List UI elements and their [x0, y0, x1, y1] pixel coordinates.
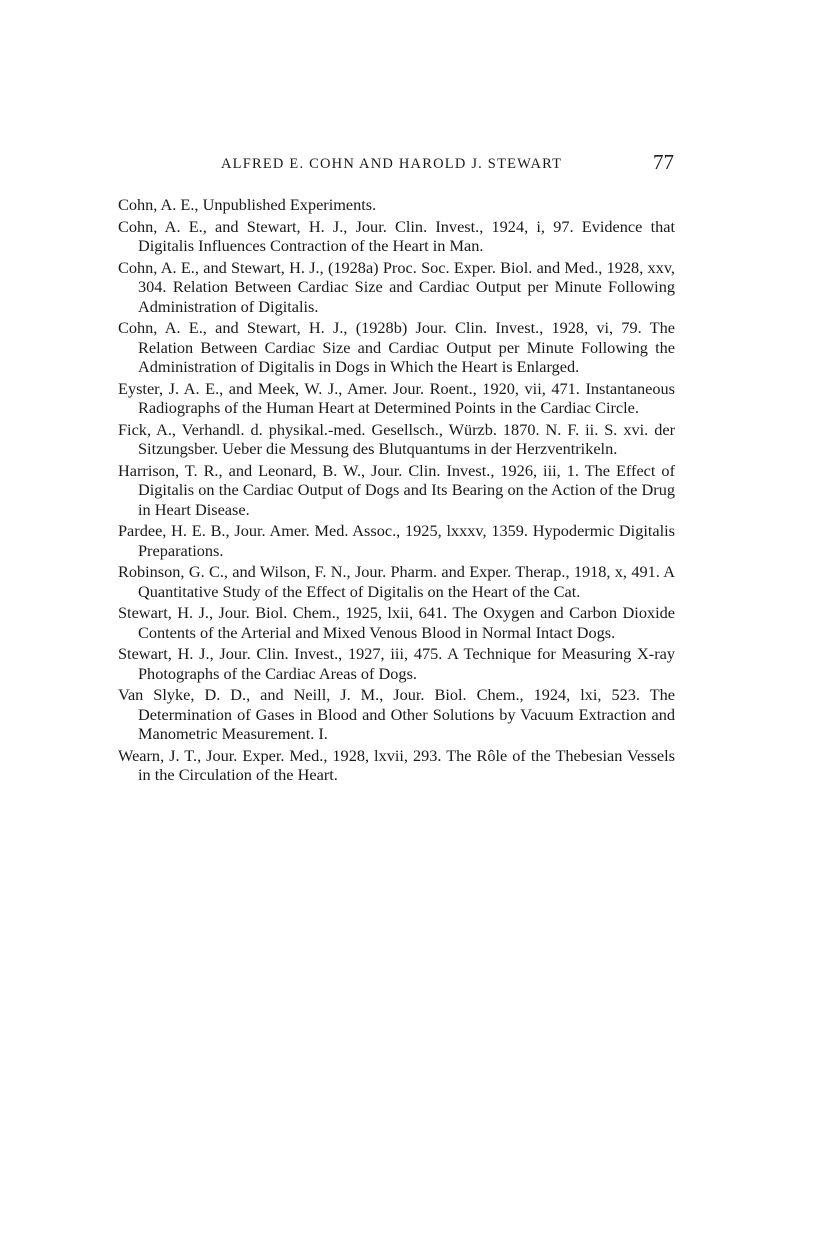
reference-item: Cohn, A. E., Unpublished Experiments. — [118, 195, 377, 214]
reference-item: Cohn, A. E., and Stewart, H. J., (1928a) Proc. Soc. Exper. Biol. and Med., 1928, xxv, 304. Relation Between Cardiac Size and Cardiac Output per Minute Following Administration of Digitalis. — [118, 257, 675, 316]
reference-item: Harrison, T. R., and Leonard, B. W., Jour. Clin. Invest., 1926, iii, 1. The Effect of Digitalis on the Cardiac Output of Dogs and Its Bearing on the Action of the Drug in Heart Disease. — [118, 460, 675, 519]
reference-item: Robinson, G. C., and Wilson, F. N., Jour. Pharm. and Exper. Therap., 1918, x, 491. A Quantitative Study of the Effect of Digitalis on the Heart of the Cat. — [118, 562, 675, 601]
reference-item: Van Slyke, D. D., and Neill, J. M., Jour. Biol. Chem., 1924, lxi, 523. The Determination of Gases in Blood and Other Solutions by Vacuum Extraction and Manometric Measurement. I. — [118, 685, 675, 743]
reference-item: Cohn, A. E., and Stewart, H. J., (1928b) Jour. Clin. Invest., 1928, vi, 79. The Relation Between Cardiac Size and Cardiac Output per Minute Following the Administration of Digitalis in Dogs in Which the Heart is Enlarged. — [118, 318, 675, 376]
reference-item: Wearn, J. T., Jour. Exper. Med., 1928, lxvii, 293. The Rôle of the Thebesian Vessels in the Circulation of the Heart. — [118, 745, 675, 784]
page-header — [118, 150, 674, 180]
reference-item: Eyster, J. A. E., and Meek, W. J., Amer. Jour. Roent., 1920, vii, 471. Instantaneous Radiographs of the Human Heart at Determined Points in the Cardiac Circle. — [118, 378, 675, 417]
page-number: 77 — [653, 150, 674, 174]
running-head: ALFRED E. COHN AND HAROLD J. STEWART — [221, 156, 563, 172]
reference-item: Stewart, H. J., Jour. Clin. Invest., 1927, iii, 475. A Technique for Measuring X-ray Photographs of the Cardiac Areas of Dogs. — [118, 644, 675, 683]
reference-list — [118, 195, 675, 787]
reference-item: Cohn, A. E., and Stewart, H. J., Jour. Clin. Invest., 1924, i, 97. Evidence that Digitalis Influences Contraction of the Heart in Man. — [118, 216, 675, 255]
reference-item: Pardee, H. E. B., Jour. Amer. Med. Assoc., 1925, lxxxv, 1359. Hypodermic Digitalis Preparations. — [118, 521, 675, 560]
reference-item: Stewart, H. J., Jour. Biol. Chem., 1925, lxii, 641. The Oxygen and Carbon Dioxide Contents of the Arterial and Mixed Venous Blood in Normal Intact Dogs. — [118, 603, 675, 642]
reference-item: Fick, A., Verhandl. d. physikal.-med. Gesellsch., Würzb. 1870. N. F. ii. S. xvi. der Sitzungsber. Ueber die Messung des Blutquantums in der Herzventrikeln. — [118, 419, 675, 458]
